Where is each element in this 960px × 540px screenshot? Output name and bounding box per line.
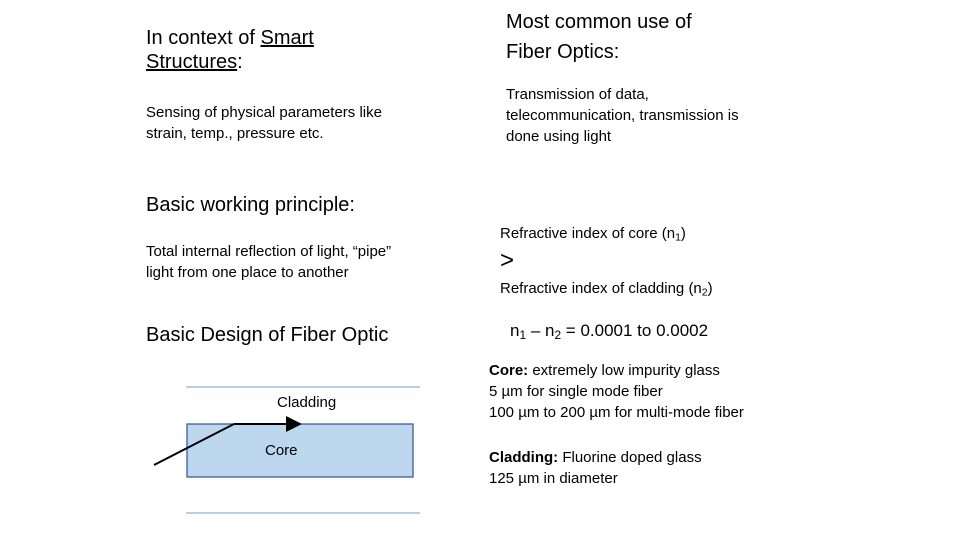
core-spec-label: Core: <box>489 362 529 379</box>
context-link-structures[interactable]: Structures <box>146 51 238 73</box>
core-label: Core <box>265 442 298 459</box>
diff-n1: n <box>510 321 520 340</box>
diff-minus: – n <box>526 321 555 340</box>
principle-line-2: light from one place to another <box>146 264 349 281</box>
sensing-line-2: strain, temp., pressure etc. <box>146 125 324 142</box>
core-spec-line-3: 100 µm to 200 µm for multi-mode fiber <box>489 404 744 421</box>
context-prefix: In context of <box>146 27 261 49</box>
core-index-close: ) <box>680 225 686 242</box>
design-heading: Basic Design of Fiber Optic <box>146 324 389 346</box>
cladding-label: Cladding <box>277 394 337 411</box>
diff-value: = 0.0001 to 0.0002 <box>561 321 709 340</box>
use-text <box>506 84 739 147</box>
use-heading-line-1: Most common use of <box>506 11 692 33</box>
cladding-spec-line-1: Fluorine doped glass <box>558 449 702 466</box>
index-difference <box>510 321 708 341</box>
cladding-spec-label: Cladding: <box>489 449 559 466</box>
use-line-1: Transmission of data, <box>506 86 649 103</box>
use-heading <box>506 7 692 67</box>
use-line-3: done using light <box>506 128 612 145</box>
sensing-line-1: Sensing of physical parameters like <box>146 104 382 121</box>
core-spec <box>489 360 744 423</box>
cladding-index-sub: 2 <box>701 286 708 299</box>
use-line-2: telecommunication, transmission is <box>506 107 739 124</box>
principle-heading: Basic working principle: <box>146 194 355 216</box>
core-rect <box>187 424 413 477</box>
core-index-sub: 1 <box>675 231 681 244</box>
cladding-index-text <box>500 278 713 299</box>
principle-line-1: Total internal reflection of light, “pipe” <box>146 243 392 260</box>
cladding-spec-line-2: 125 µm in diameter <box>489 470 618 487</box>
core-index-text <box>500 223 686 244</box>
diff-n2-sub: 2 <box>554 327 562 342</box>
cladding-index-label: Refractive index of cladding (n <box>500 280 702 297</box>
context-suffix: : <box>237 51 243 73</box>
cladding-index-close: ) <box>707 280 713 297</box>
cladding-spec <box>489 447 702 489</box>
use-heading-line-2: Fiber Optics: <box>506 41 620 63</box>
diff-n1-sub: 1 <box>519 327 527 342</box>
context-link-smart[interactable]: Smart <box>260 27 314 49</box>
core-index-label: Refractive index of core (n <box>500 225 676 242</box>
core-spec-line-2: 5 µm for single mode fiber <box>489 383 663 400</box>
greater-than-symbol: > <box>500 247 515 274</box>
core-spec-line-1: extremely low impurity glass <box>528 362 720 379</box>
